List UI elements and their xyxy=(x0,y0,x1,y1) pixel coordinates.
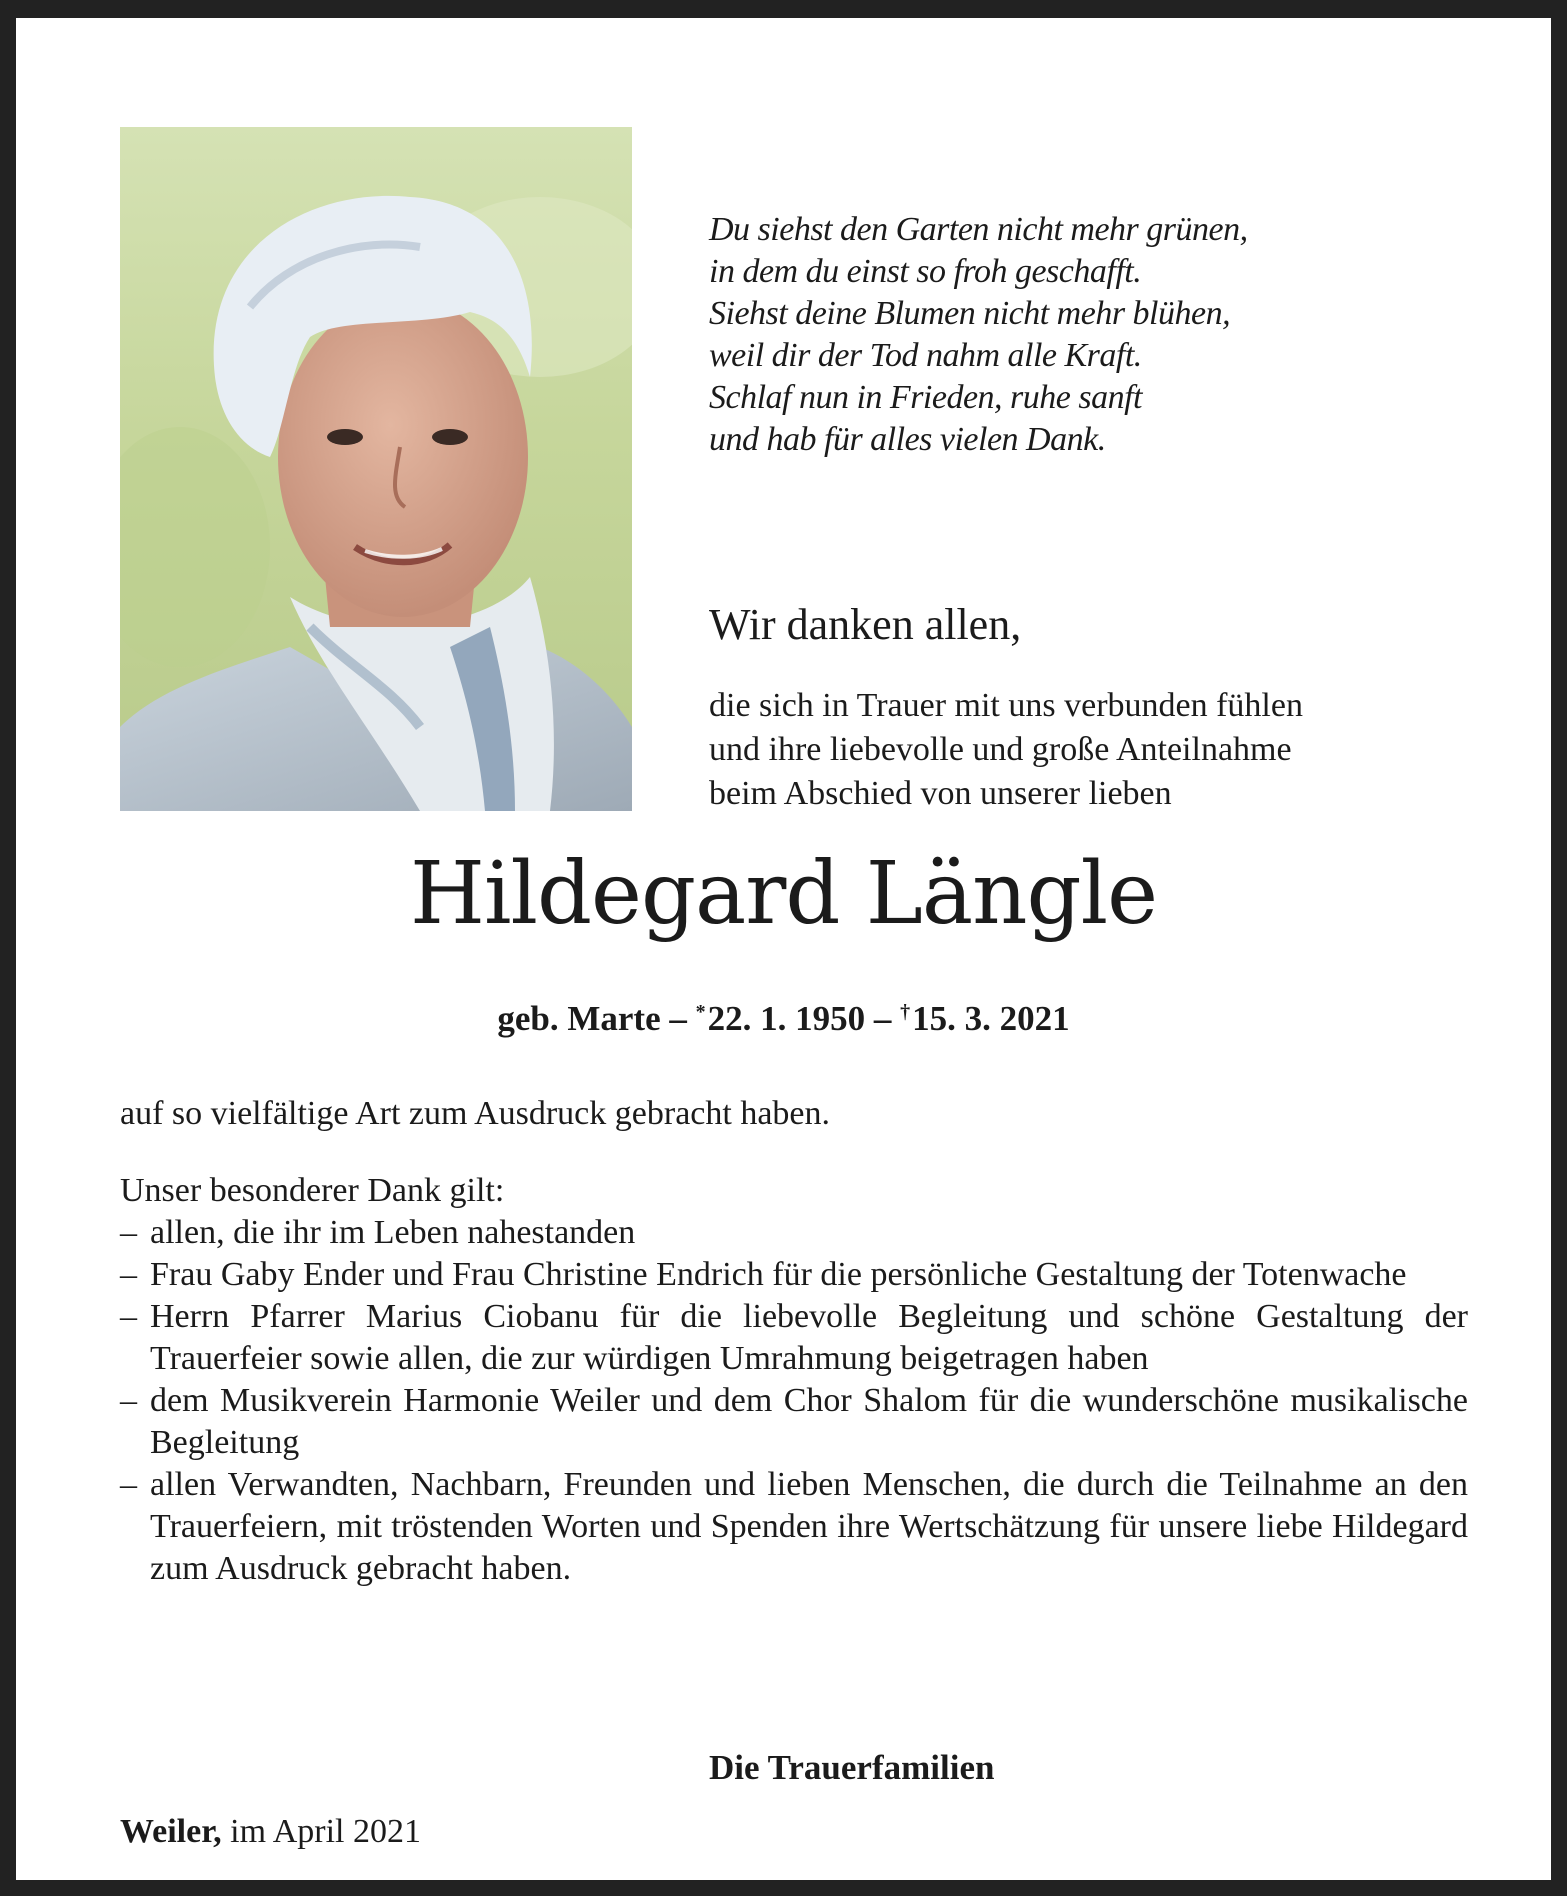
memorial-poem xyxy=(709,209,1469,461)
special-thanks-list xyxy=(120,1212,1468,1590)
special-thanks-heading: Unser besonderer Dank gilt: xyxy=(120,1172,505,1209)
thanks-line: und ihre liebevolle und große Anteilnahme xyxy=(709,731,1292,768)
death-date: 15. 3. 2021 xyxy=(912,999,1070,1038)
list-item: – allen, die ihr im Leben nahestanden xyxy=(120,1214,636,1251)
poem-line: in dem du einst so froh geschafft. xyxy=(709,253,1142,290)
deceased-name: Hildegard Längle xyxy=(410,844,1157,944)
poem-line: und hab für alles vielen Dank. xyxy=(709,421,1106,458)
place-town: Weiler, xyxy=(120,1813,222,1850)
signature-families: Die Trauerfamilien xyxy=(709,1748,995,1787)
list-item: – Herrn Pfarrer Marius Ciobanu für die liebevolle Begleitung und schöne Gestaltung der Trauerfeier sowie allen, die zur würdigen Umrahmung beigetragen haben xyxy=(120,1298,1468,1377)
poem-line: weil dir der Tod nahm alle Kraft. xyxy=(709,337,1142,374)
list-item: – allen Verwandten, Nachbarn, Freunden und lieben Menschen, die durch die Teilnahme an den Trauerfeiern, mit tröstenden Worten und Spenden ihre Wertschätzung für unsere liebe Hildegard zum Ausdruck gebracht haben. xyxy=(120,1466,1468,1587)
thanks-heading: Wir danken allen, xyxy=(709,600,1022,649)
thanks-line: beim Abschied von unserer lieben xyxy=(709,775,1172,812)
portrait-photo xyxy=(120,127,632,811)
poem-line: Schlaf nun in Frieden, ruhe sanft xyxy=(709,379,1143,416)
place-month: im April 2021 xyxy=(230,1813,421,1850)
thanks-text xyxy=(709,684,1469,816)
poem-line: Du siehst den Garten nicht mehr grünen, xyxy=(709,211,1248,248)
list-item: – dem Musikverein Harmonie Weiler und dem Chor Shalom für die wunderschöne musikalische Begleitung xyxy=(120,1382,1468,1461)
died-symbol: † xyxy=(900,1001,911,1023)
list-item: – Frau Gaby Ender und Frau Christine Endrich für die persönliche Gestaltung der Totenwache xyxy=(120,1256,1407,1293)
place-date xyxy=(120,1810,421,1854)
expression-line: auf so vielfältige Art zum Ausdruck gebracht haben. xyxy=(120,1095,830,1132)
maiden-name: geb. Marte xyxy=(497,999,661,1038)
obituary-page xyxy=(16,18,1551,1880)
life-dates: geb. Marte – *22. 1. 1950 – †15. 3. 2021 xyxy=(497,999,1070,1038)
born-symbol: * xyxy=(695,1001,706,1023)
birth-date: 22. 1. 1950 xyxy=(707,999,866,1038)
poem-line: Siehst deine Blumen nicht mehr blühen, xyxy=(709,295,1231,332)
thanks-line: die sich in Trauer mit uns verbunden fühlen xyxy=(709,687,1303,724)
